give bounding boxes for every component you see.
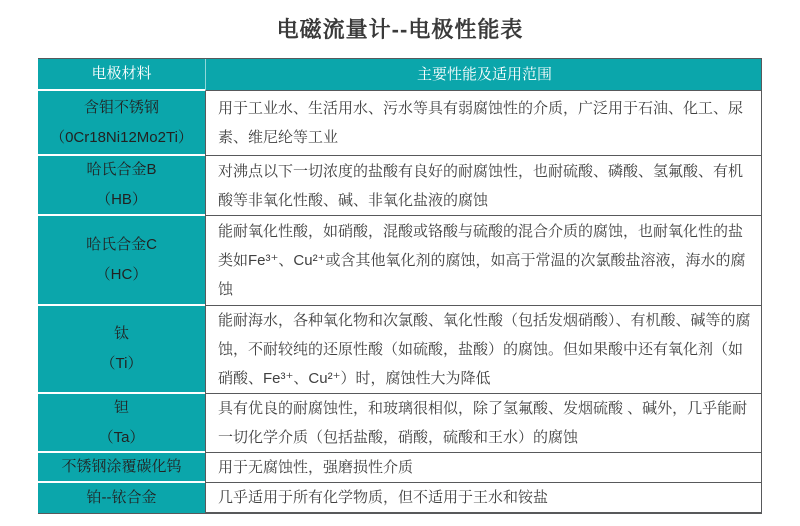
table-row bbox=[38, 91, 762, 156]
material-name: 不锈钢涂覆碳化钨 bbox=[61, 458, 182, 475]
header-cell-material: 电极材料 bbox=[38, 59, 205, 91]
material-cell bbox=[38, 394, 205, 453]
table-header-row bbox=[38, 59, 762, 91]
material-name: 钽 bbox=[113, 398, 129, 416]
material-cell bbox=[38, 306, 205, 394]
page-title: 电磁流量计--电极性能表 bbox=[276, 17, 524, 42]
description-text: 具有优良的耐腐蚀性，和玻璃很相似，除了氢氟酸、发烟硫酸 、碱外，几乎能耐一切化学介质（包括盐酸，硝酸，硫酸和王水）的腐蚀 bbox=[218, 400, 748, 446]
description-text: 能耐氧化性酸，如硝酸，混酸或铬酸与硫酸的混合介质的腐蚀，也耐氧化性的盐类如Fe³⁺、Cu²⁺或含其他氧化剂的腐蚀，如高于常温的次氯酸盐溶液，海水的腐蚀 bbox=[218, 223, 746, 298]
material-cell bbox=[38, 216, 205, 306]
description-text: 能耐海水，各种氧化物和次氯酸、氧化性酸（包括发烟硝酸）、有机酸、碱等的腐蚀，不耐较纯的还原性酸（如硫酸，盐酸）的腐蚀。但如果酸中还有氧化剂（如硝酸、Fe³⁺、Cu²⁺）时，腐蚀性大为降低 bbox=[218, 312, 751, 387]
description-cell bbox=[205, 216, 762, 306]
description-cell bbox=[205, 156, 762, 216]
material-cell bbox=[38, 91, 205, 156]
table-row bbox=[38, 483, 762, 513]
material-formula: （Ti） bbox=[100, 355, 143, 372]
table-row bbox=[38, 306, 762, 394]
material-cell bbox=[38, 483, 205, 513]
header-cell-performance: 主要性能及适用范围 bbox=[205, 59, 762, 91]
material-name: 哈氏合金C bbox=[86, 236, 157, 253]
material-formula: （0Cr18Ni12Mo2Ti） bbox=[50, 128, 193, 146]
material-cell bbox=[38, 453, 205, 483]
description-text: 用于工业水、生活用水、污水等具有弱腐蚀性的介质，广泛用于石油、化工、尿素、维尼纶等工业 bbox=[218, 100, 744, 146]
table-row bbox=[38, 216, 762, 306]
material-cell bbox=[38, 156, 205, 216]
description-text: 对沸点以下一切浓度的盐酸有良好的耐腐蚀性，也耐硫酸、磷酸、氢氟酸、有机酸等非氧化性酸、碱、非氧化盐液的腐蚀 bbox=[218, 162, 744, 209]
table-row bbox=[38, 156, 762, 216]
material-name: 哈氏合金B bbox=[86, 161, 157, 178]
material-formula: （Ta） bbox=[98, 428, 145, 446]
description-cell bbox=[205, 91, 762, 156]
table-row bbox=[38, 394, 762, 453]
material-name: 钛 bbox=[113, 325, 129, 342]
description-cell bbox=[205, 453, 762, 483]
material-name: 铂--铱合金 bbox=[86, 489, 157, 506]
description-text: 几乎适用于所有化学物质，但不适用于王水和铵盐 bbox=[218, 489, 549, 506]
description-cell bbox=[205, 306, 762, 394]
description-text: 用于无腐蚀性，强磨损性介质 bbox=[218, 459, 414, 476]
electrode-performance-table bbox=[38, 58, 762, 514]
description-cell bbox=[205, 483, 762, 513]
material-formula: （HB） bbox=[96, 191, 147, 208]
material-name: 含钼不锈钢 bbox=[83, 98, 159, 116]
material-formula: （HC） bbox=[95, 266, 148, 283]
description-cell bbox=[205, 394, 762, 453]
table-row bbox=[38, 453, 762, 483]
